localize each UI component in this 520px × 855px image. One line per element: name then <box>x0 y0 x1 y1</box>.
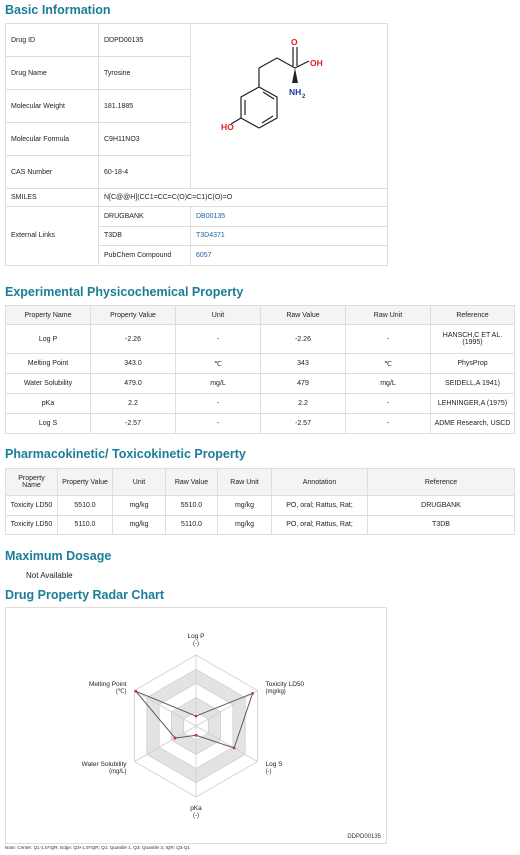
table-cell: mg/kg <box>113 515 166 535</box>
table-cell: LEHNINGER,A (1975) <box>431 394 515 414</box>
table-cell: Toxicity LD50 <box>6 496 58 516</box>
radar-data-point <box>195 734 198 737</box>
basic-info-title: Basic Information <box>5 3 111 17</box>
col-header: Raw Value <box>166 469 218 496</box>
table-cell: 5510.0 <box>166 496 218 516</box>
table-cell: -2.26 <box>91 325 176 354</box>
table-cell: mg/kg <box>113 496 166 516</box>
molecular-formula-value: C9H11NO3 <box>99 123 191 156</box>
experimental-property-table <box>5 305 515 434</box>
table-row <box>6 414 515 434</box>
link-source-drugbank: DRUGBANK <box>99 207 191 227</box>
table-cell: pKa <box>6 394 91 414</box>
smiles-value: N[C@@H](CC1=CC=C(O)C=C1)C(O)=O <box>99 189 388 207</box>
col-header: Property Name <box>6 306 91 325</box>
col-header: Annotation <box>272 469 368 496</box>
table-cell: ℃ <box>346 354 431 374</box>
col-header: Reference <box>368 469 515 496</box>
table-cell: mg/kg <box>218 515 272 535</box>
table-cell: -2.57 <box>91 414 176 434</box>
table-cell: 343 <box>261 354 346 374</box>
table-row <box>6 515 515 535</box>
table-row <box>6 394 515 414</box>
amine-label: NH <box>289 87 302 97</box>
radar-axis-unit: (-) <box>265 769 272 776</box>
link-source-pubchem: PubChem Compound <box>99 246 191 266</box>
drug-name-value: Tyrosine <box>99 57 191 90</box>
radar-axis-label: Log P <box>187 632 205 640</box>
link-t3db[interactable]: T3D4371 <box>191 226 388 246</box>
link-pubchem[interactable]: 6057 <box>191 246 388 266</box>
external-links-label: External Links <box>6 207 99 266</box>
molecular-formula-label: Molecular Formula <box>6 123 99 156</box>
radar-axis-unit: (mg/kg) <box>265 688 286 695</box>
molecule-structure <box>191 24 388 189</box>
radar-chart <box>6 608 386 843</box>
table-row <box>6 354 515 374</box>
molecular-weight-value: 181.1885 <box>99 90 191 123</box>
table-cell: 5510.0 <box>58 496 113 516</box>
table-cell: DRUGBANK <box>368 496 515 516</box>
col-header: Raw Unit <box>346 306 431 325</box>
radar-data-point <box>251 692 254 695</box>
col-header: Unit <box>176 306 261 325</box>
table-cell: PhysProp <box>431 354 515 374</box>
table-cell: ℃ <box>176 354 261 374</box>
table-cell: - <box>176 414 261 434</box>
drug-id-value: DDPD00135 <box>99 24 191 57</box>
table-cell: 5110.0 <box>166 515 218 535</box>
table-row <box>6 325 515 354</box>
col-header: Property Name <box>6 469 58 496</box>
hydroxyl-right-label: OH <box>310 58 323 68</box>
link-drugbank[interactable]: DB00135 <box>191 207 388 227</box>
table-cell: 479 <box>261 374 346 394</box>
radar-chart-title: Drug Property Radar Chart <box>5 588 165 602</box>
col-header: Raw Unit <box>218 469 272 496</box>
radar-axis-label: Log S <box>265 761 283 769</box>
tyrosine-structure-image <box>194 30 384 180</box>
col-header: Raw Value <box>261 306 346 325</box>
table-cell: 2.2 <box>261 394 346 414</box>
link-source-t3db: T3DB <box>99 226 191 246</box>
table-cell: - <box>346 414 431 434</box>
table-cell: -2.26 <box>261 325 346 354</box>
cas-number-value: 60-18-4 <box>99 156 191 189</box>
table-cell: Toxicity LD50 <box>6 515 58 535</box>
pk-property-title: Pharmacokinetic/ Toxicokinetic Property <box>5 447 246 461</box>
table-cell: HANSCH,C ET AL. (1995) <box>431 325 515 354</box>
table-cell: -2.57 <box>261 414 346 434</box>
radar-note: Note: Center: Q1-1.5*IQR, Edge: Q3+1.5*IQR; Q1: Quantile 1, Q3: Quantile 3, IQR: Q3-Q1 <box>5 845 190 850</box>
table-cell: PO, oral; Rattus, Rat; <box>272 496 368 516</box>
cas-number-label: CAS Number <box>6 156 99 189</box>
table-cell: Log P <box>6 325 91 354</box>
table-cell: - <box>346 325 431 354</box>
molecular-weight-label: Molecular Weight <box>6 90 99 123</box>
table-cell: Melting Point <box>6 354 91 374</box>
drug-name-label: Drug Name <box>6 57 99 90</box>
table-cell: - <box>176 325 261 354</box>
pk-property-table <box>5 468 515 535</box>
radar-axis-unit: (-) <box>193 640 199 647</box>
radar-data-point <box>174 737 177 740</box>
radar-axis-unit: (-) <box>193 813 199 820</box>
radar-chart-panel <box>5 607 387 844</box>
table-cell: 2.2 <box>91 394 176 414</box>
radar-axis-label: pKa <box>190 805 202 813</box>
amine-subscript: 2 <box>302 94 306 100</box>
table-cell: Water Solubility <box>6 374 91 394</box>
table-cell: PO, oral; Rattus, Rat; <box>272 515 368 535</box>
table-cell: 5110.0 <box>58 515 113 535</box>
table-cell: mg/kg <box>218 496 272 516</box>
table-cell: 479.0 <box>91 374 176 394</box>
table-row <box>6 374 515 394</box>
radar-data-point <box>233 747 236 750</box>
table-cell: ADME Research, USCD <box>431 414 515 434</box>
smiles-label: SMILES <box>6 189 99 207</box>
table-cell: 343.0 <box>91 354 176 374</box>
experimental-property-title: Experimental Physicochemical Property <box>5 285 244 299</box>
table-cell: - <box>346 394 431 414</box>
radar-axis-unit: (℃) <box>115 688 127 695</box>
basic-info-table <box>5 23 388 266</box>
table-row <box>6 496 515 516</box>
radar-axis-label: Toxicity LD50 <box>265 680 305 688</box>
col-header: Reference <box>431 306 515 325</box>
radar-axis-label: Water Solubility <box>81 761 127 769</box>
max-dosage-title: Maximum Dosage <box>5 549 112 563</box>
radar-data-point <box>134 690 137 693</box>
table-cell: Log S <box>6 414 91 434</box>
drug-id-label: Drug ID <box>6 24 99 57</box>
table-cell: mg/L <box>176 374 261 394</box>
radar-data-point <box>195 715 198 718</box>
radar-axis-label: Melting Point <box>88 680 127 688</box>
col-header: Property Value <box>91 306 176 325</box>
table-cell: - <box>176 394 261 414</box>
hydroxyl-left-label: HO <box>221 122 234 132</box>
table-cell: SEIDELL,A 1941) <box>431 374 515 394</box>
radar-drug-id: DDPD00135 <box>347 834 381 840</box>
radar-axis-unit: (mg/L) <box>109 769 127 776</box>
oxygen-label: O <box>291 37 298 47</box>
col-header: Property Value <box>58 469 113 496</box>
col-header: Unit <box>113 469 166 496</box>
table-cell: T3DB <box>368 515 515 535</box>
max-dosage-value: Not Available <box>26 571 73 580</box>
table-cell: mg/L <box>346 374 431 394</box>
